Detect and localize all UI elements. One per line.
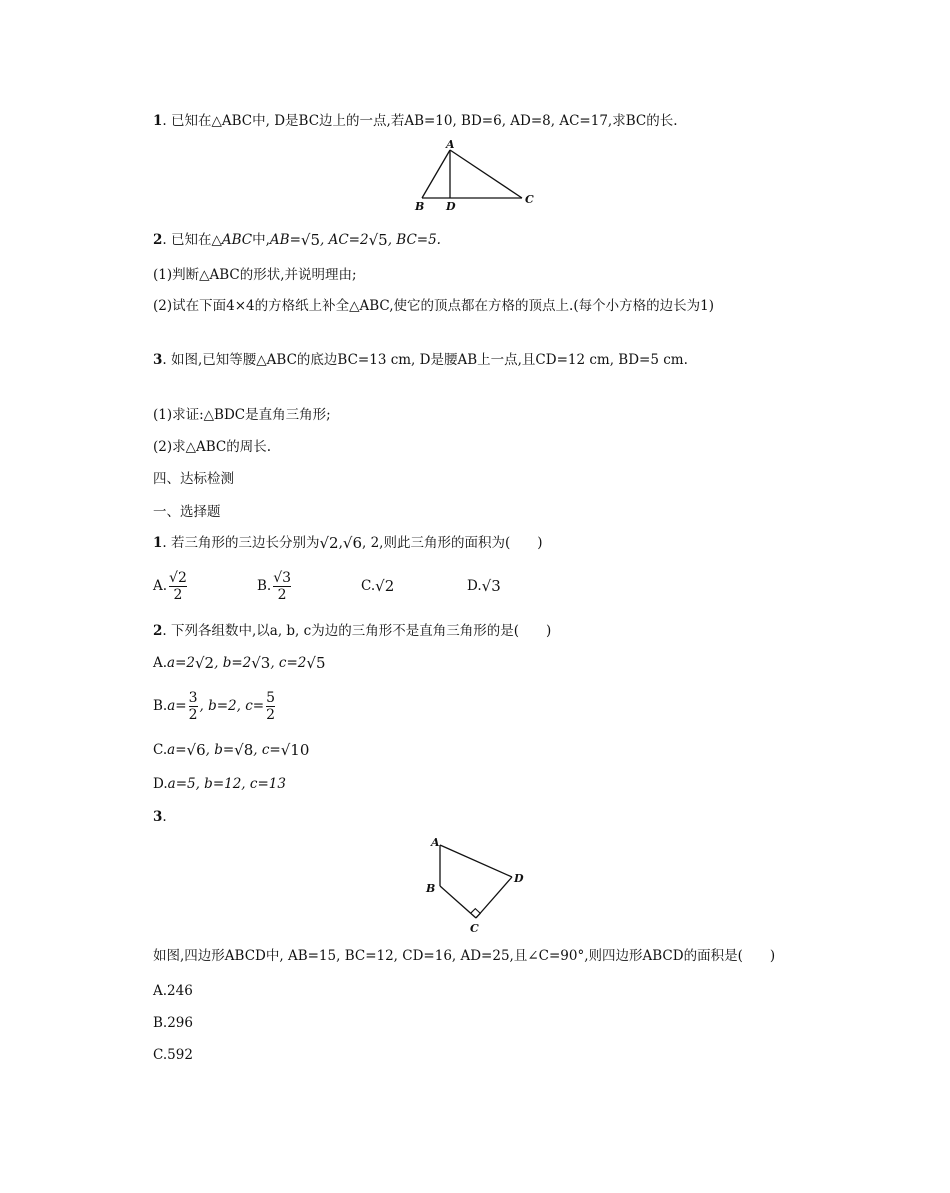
mc2-b-numerator-1: 3: [188, 689, 198, 706]
mc3-label-d: D: [514, 872, 524, 885]
mc3-option-c[interactable]: C.592: [153, 1047, 193, 1063]
q2-body-1: . 已知在△: [162, 232, 222, 248]
q1-triangle-figure: [412, 140, 540, 212]
q3-text: [153, 351, 688, 369]
q2-body-8: , BC=5.: [387, 232, 441, 248]
mc2-option-a[interactable]: [153, 654, 326, 672]
mc2-option-b-label: B.: [153, 698, 168, 714]
mc3-option-a[interactable]: A.246: [153, 983, 193, 999]
mc2-b-denominator-1: 2: [188, 706, 198, 723]
q2-number: 2: [153, 232, 163, 248]
mc2-number: 2: [153, 623, 163, 639]
mc1-option-b-fraction: [273, 570, 291, 603]
mc1-root-1: √2: [319, 534, 339, 552]
q3-sub2: (2)求△ABC的周长.: [153, 439, 272, 455]
mc1-option-c-label: C.: [361, 578, 376, 594]
mc1-option-a-fraction: [169, 570, 187, 603]
mc1-option-b-label: B.: [257, 578, 272, 594]
mc3-side-bc: [440, 886, 476, 918]
mc3-label-a: A: [431, 836, 440, 849]
mc2-option-a-label: A.: [153, 655, 168, 671]
mc1-option-a[interactable]: [153, 570, 257, 603]
q2-root-1: √5: [300, 231, 321, 249]
q1-side-ac: [450, 150, 522, 198]
mc3-right-angle-marker: [471, 909, 481, 918]
mc2-a-root3: √5: [306, 654, 326, 672]
mc2-a-part2: , b=2: [214, 655, 252, 671]
mc2-option-b[interactable]: [153, 688, 277, 724]
mc1-option-b-numerator: √3: [273, 569, 292, 586]
mc1-body-a: . 若三角形的三边长分别为: [162, 535, 320, 551]
mc2-option-c-label: C.: [153, 742, 168, 758]
mc2-a-root2: √3: [251, 654, 271, 672]
mc1-option-c[interactable]: [361, 577, 467, 595]
mc3-heading: [153, 808, 167, 826]
mc1-option-d-value: √3: [481, 577, 501, 595]
q1-number: 1: [153, 113, 163, 129]
q2-sub1: (1)判断△ABC的形状,并说明理由;: [153, 267, 357, 283]
q1-body: . 已知在△ABC中, D是BC边上的一点,若AB=10, BD=6, AD=8, AC=17,求BC的长.: [162, 113, 678, 129]
mc2-option-c[interactable]: [153, 741, 309, 759]
mc1-option-a-numerator: √2: [169, 569, 187, 586]
mc3-label-c: C: [470, 922, 479, 935]
q1-label-b: B: [415, 200, 425, 212]
mc1-number: 1: [153, 535, 163, 551]
mc1-root-2: √6: [342, 534, 363, 552]
q1-text: [153, 112, 678, 130]
mc3-side-ad: [440, 845, 512, 877]
mc1-option-b-denominator: 2: [277, 586, 287, 603]
mc2-c-root2: √8: [234, 741, 254, 759]
mc2-option-d-label: D.: [153, 776, 168, 792]
mc2-b-part2: , b=2, c=: [199, 698, 265, 714]
mc3-number: 3: [153, 809, 163, 825]
mc1-options: [153, 568, 501, 604]
mc2-text: [153, 622, 551, 640]
mc2-c-root1: √6: [186, 741, 206, 759]
q2-root-2: √5: [368, 231, 388, 249]
mc1-sep: ,: [338, 535, 343, 551]
q2-body-2: ABC: [221, 232, 253, 248]
q1-label-a: A: [446, 140, 455, 151]
subsection-heading: 一、选择题: [153, 504, 221, 520]
q1-label-c: C: [525, 193, 534, 206]
q3-body: . 如图,已知等腰△ABC的底边BC=13 cm, D是腰AB上一点,且CD=12 cm, BD=5 cm.: [162, 352, 688, 368]
mc3-quadrilateral-figure: [420, 834, 530, 938]
mc2-a-root1: √2: [195, 654, 215, 672]
mc3-label-b: B: [426, 882, 436, 895]
q3-number: 3: [153, 352, 163, 368]
mc2-c-part1: a=: [167, 742, 187, 758]
mc2-a-part1: a=2: [167, 655, 195, 671]
q1-side-ab: [422, 150, 450, 198]
mc3-option-b[interactable]: B.296: [153, 1015, 193, 1031]
mc2-c-root3: √10: [280, 741, 310, 759]
mc1-text: [153, 534, 543, 552]
mc2-b-part1: a=: [167, 698, 187, 714]
mc2-b-denominator-2: 2: [266, 706, 276, 723]
q2-body-4: AB=: [269, 232, 301, 248]
mc2-b-fraction-2: [266, 690, 275, 723]
mc2-b-numerator-2: 5: [266, 689, 276, 706]
mc2-body: . 下列各组数中,以a, b, c为边的三角形不是直角三角形的是( ): [162, 623, 552, 639]
mc2-c-part3: , c=: [253, 742, 281, 758]
mc1-option-d-label: D.: [467, 578, 482, 594]
mc3-side-cd: [476, 877, 512, 918]
mc1-option-a-denominator: 2: [173, 586, 183, 603]
mc2-option-d[interactable]: [153, 775, 286, 793]
section-heading: 四、达标检测: [153, 471, 234, 487]
q2-text: [153, 231, 441, 249]
mc2-option-d-text: a=5, b=12, c=13: [167, 776, 286, 792]
q2-sub2: (2)试在下面4×4的方格纸上补全△ABC,使它的顶点都在方格的顶点上.(每个小方格的边长为1): [153, 298, 714, 314]
mc1-option-a-label: A.: [153, 578, 168, 594]
q1-label-d: D: [446, 200, 456, 212]
mc3-text: 如图,四边形ABCD中, AB=15, BC=12, CD=16, AD=25,且∠C=90°,则四边形ABCD的面积是( ): [153, 948, 776, 964]
q2-body-6: , AC=2: [320, 232, 369, 248]
mc1-option-d[interactable]: [467, 577, 501, 595]
q3-sub1: (1)求证:△BDC是直角三角形;: [153, 407, 331, 423]
mc1-option-b[interactable]: [257, 570, 361, 603]
mc3-number-suffix: .: [162, 809, 167, 825]
mc1-option-c-value: √2: [375, 577, 395, 595]
q2-body-3: 中,: [252, 232, 270, 248]
mc2-a-part3: , c=2: [270, 655, 307, 671]
mc1-body-b: , 2,则此三角形的面积为( ): [362, 535, 543, 551]
mc2-b-fraction-1: [189, 690, 198, 723]
mc2-c-part2: , b=: [205, 742, 235, 758]
